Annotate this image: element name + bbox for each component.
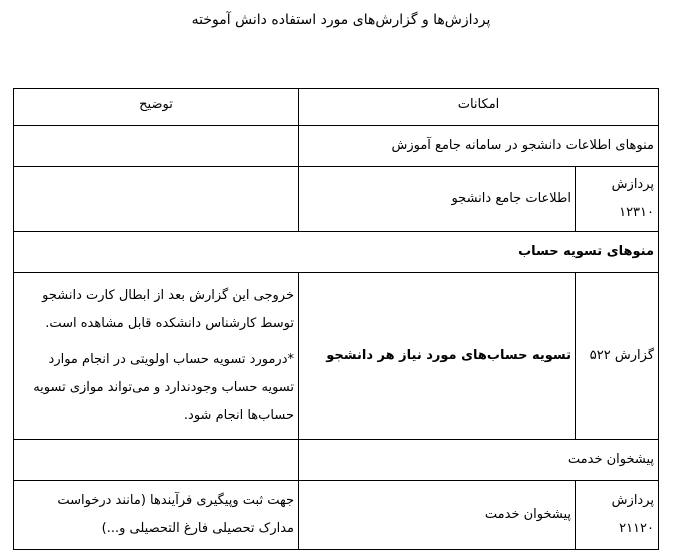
description-paragraph: خروجی این گزارش بعد از ابطال کارت دانشجو توسط کارشناس دانشکده قابل مشاهده است. bbox=[42, 288, 294, 331]
description-paragraph: جهت ثبت وپیگیری فرآیندها (مانند درخواست مدارک تحصیلی فارغ التحصیلی و...) bbox=[57, 493, 294, 536]
table-header-row bbox=[14, 89, 659, 126]
processes-table bbox=[13, 88, 659, 550]
item-description bbox=[14, 273, 299, 440]
item-code: پردازش ۱۲۳۱۰ bbox=[576, 167, 659, 232]
table-row bbox=[14, 167, 659, 232]
item-code: گزارش ۵۲۲ bbox=[576, 273, 659, 440]
table-row bbox=[14, 481, 659, 550]
header-features: امکانات bbox=[299, 89, 659, 126]
section-row bbox=[14, 126, 659, 167]
item-name: پیشخوان خدمت bbox=[299, 481, 576, 550]
header-description: توضیح bbox=[14, 89, 299, 126]
description-note: *درمورد تسویه حساب اولویتی در انجام موارد تسویه حساب وجودندارد و می‌تواند موازی تسویه حساب‌ها انجام شود. bbox=[33, 352, 294, 423]
section-row bbox=[14, 440, 659, 481]
section-description-empty bbox=[14, 440, 299, 481]
section-label-student-info-menus: منوهای اطلاعات دانشجو در سامانه جامع آموزش bbox=[299, 126, 659, 167]
section-label-service-counter: پیشخوان خدمت bbox=[299, 440, 659, 481]
item-description bbox=[14, 481, 299, 550]
page-title: پردازش‌ها و گزارش‌های مورد استفاده دانش آموخته bbox=[191, 12, 491, 28]
table-row bbox=[14, 273, 659, 440]
item-name: اطلاعات جامع دانشجو bbox=[299, 167, 576, 232]
section-description-empty bbox=[14, 126, 299, 167]
item-description-empty bbox=[14, 167, 299, 232]
item-name: تسویه حساب‌های مورد نیاز هر دانشجو bbox=[299, 273, 576, 440]
item-code: پردازش ۲۱۱۲۰ bbox=[576, 481, 659, 550]
section-label-settlement-menus: منوهای تسویه حساب bbox=[14, 232, 659, 273]
section-row bbox=[14, 232, 659, 273]
